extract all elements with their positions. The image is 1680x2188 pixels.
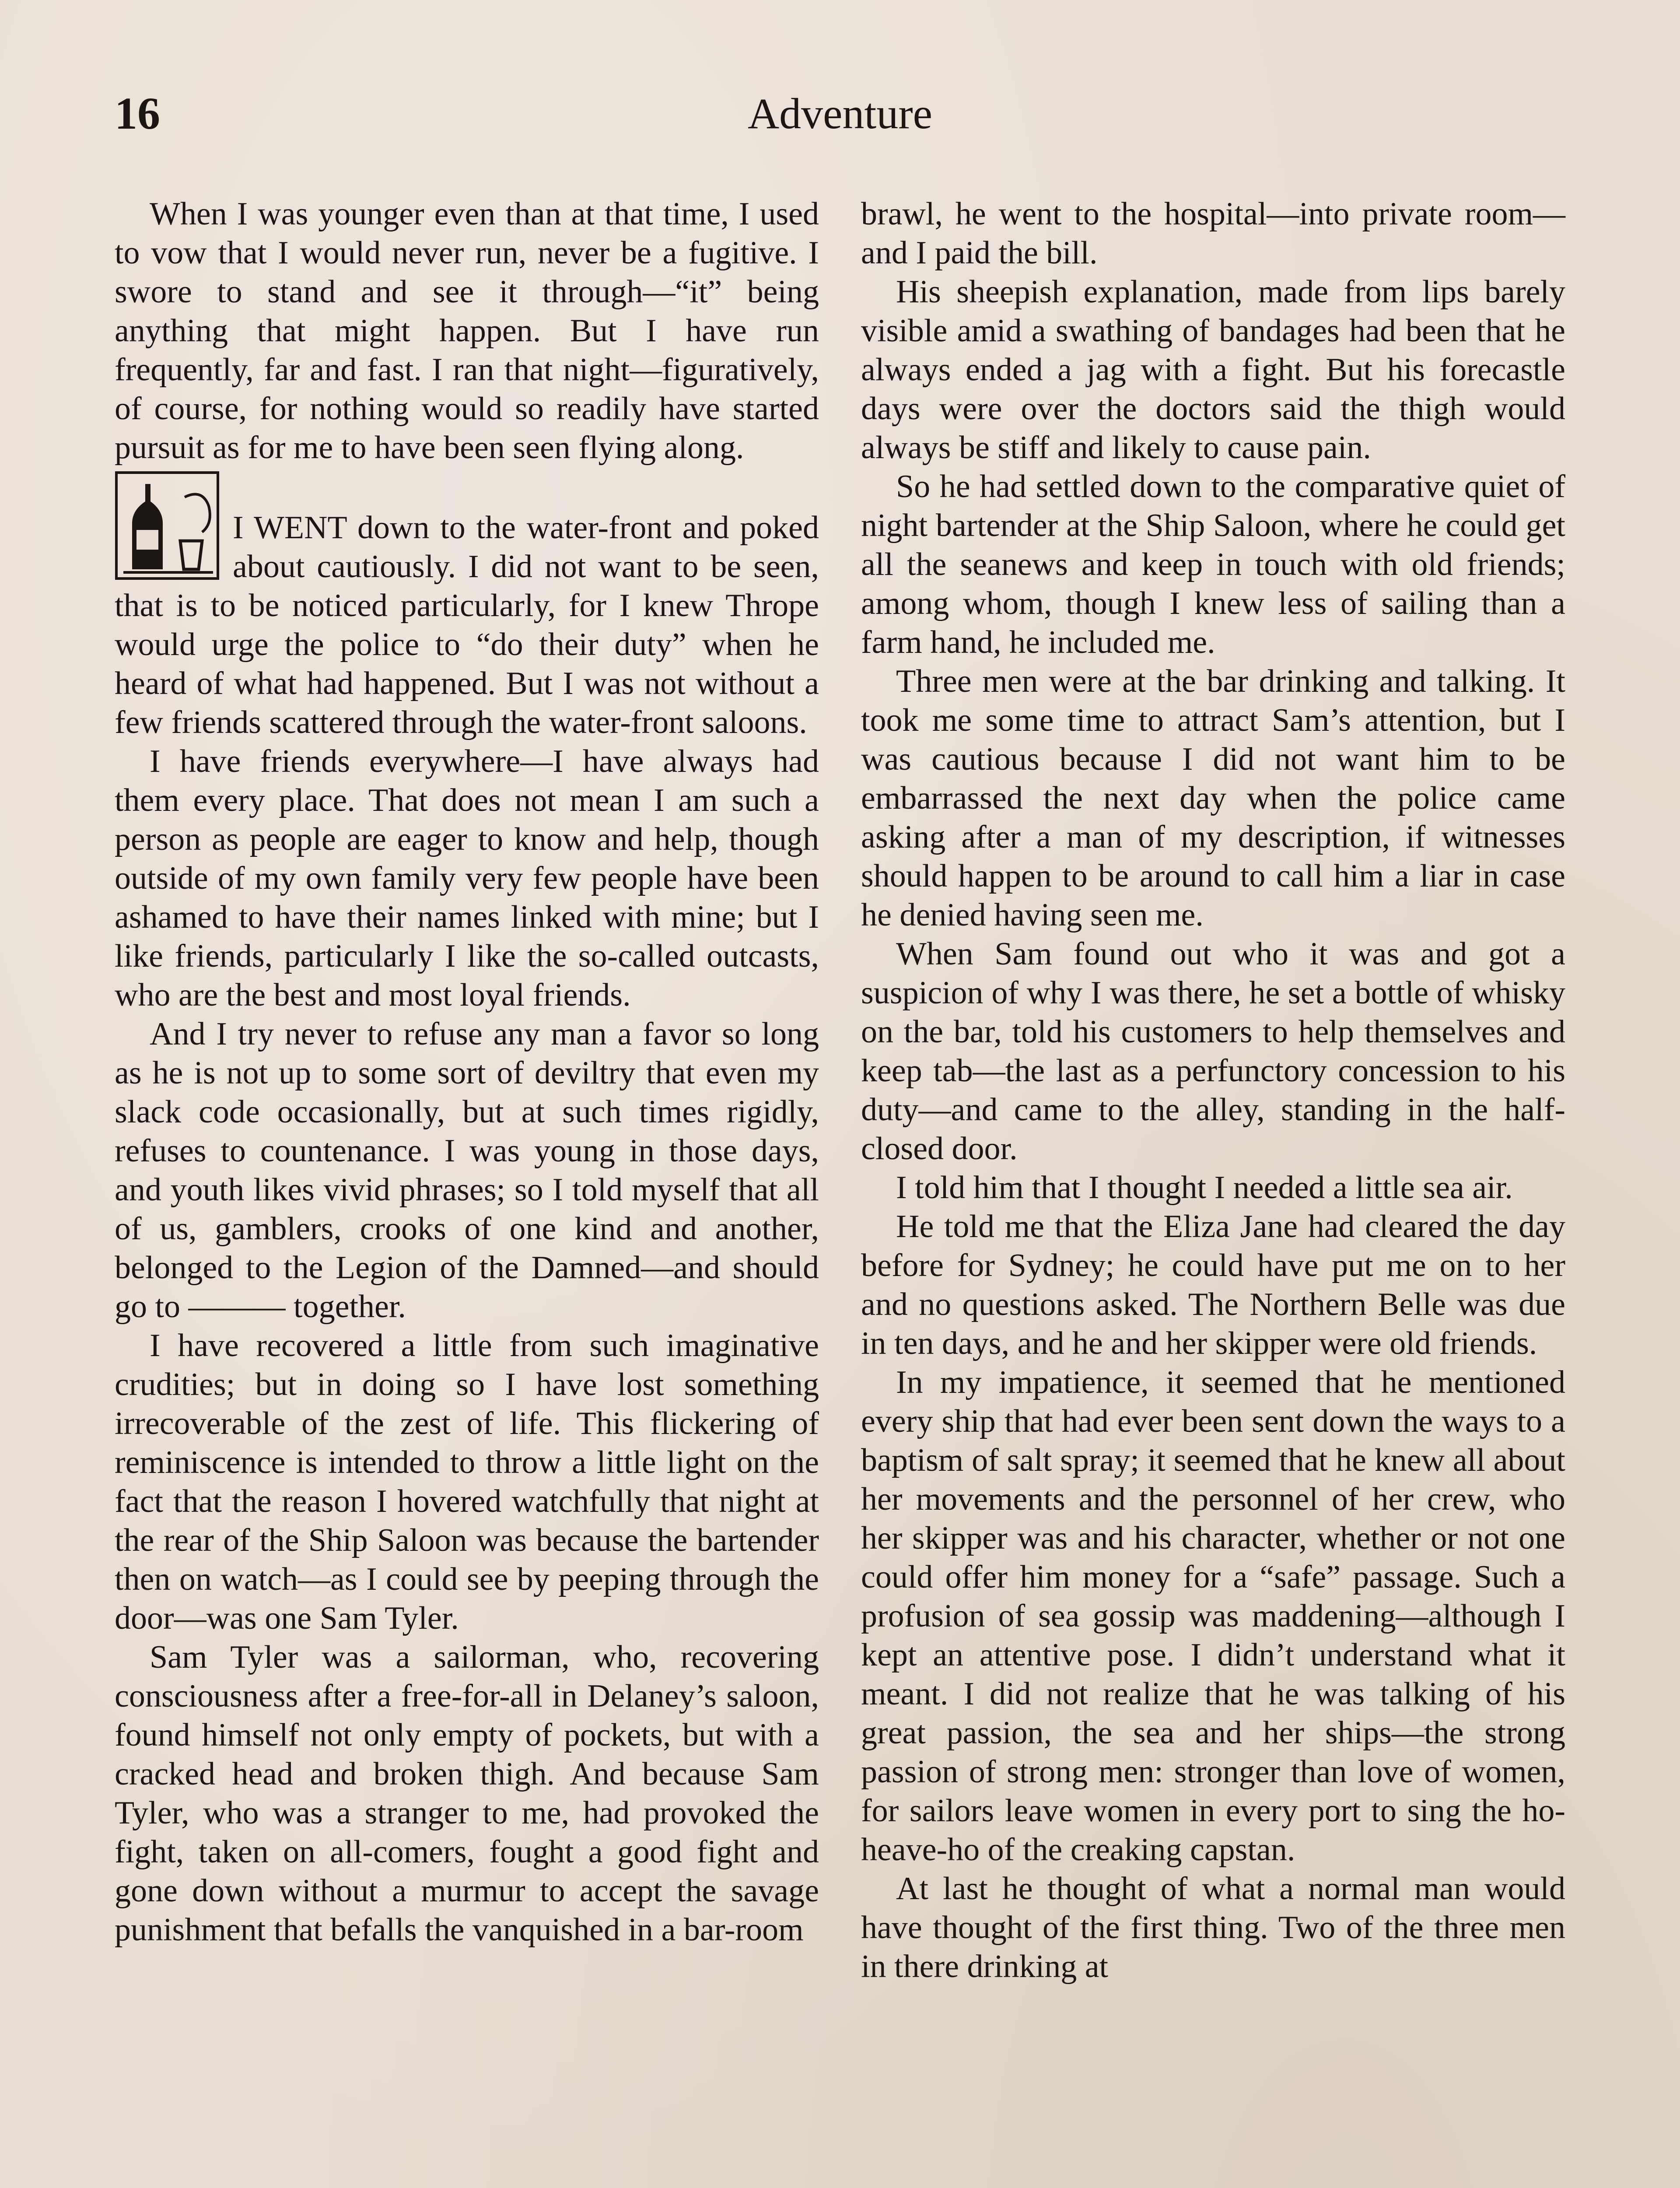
paragraph: Three men were at the bar drinking and talking. It took me some time to attract Sam’s attention, but I was cautious because I did not want him to be embarrassed the next day when the police came asking after a man of my description, if witnesses should happen to be around to call him a liar in case he denied having seen me. [861,663,1565,933]
running-title: Adventure [747,89,933,138]
right-column [861,195,1565,1986]
paragraph: So he had settled down to the comparative quiet of night bartender at the Ship Saloon, where he could get all the seanews and keep in touch with old friends; among whom, though I knew less of sailing than a farm hand, he included me. [861,469,1565,660]
paragraph: He told me that the Eliza Jane had cleared the day before for Sydney; he could have put me on to her and no questions asked. The Northern Belle was due in ten days, and he and her skipper were old friends. [861,1209,1565,1361]
bottle-and-glass-icon [115,471,220,580]
paragraph: I have recovered a little from such imaginative crudities; but in doing so I have lost something irrecoverable of the zest of life. This flickering of reminiscence is intended to throw a little light on the fact that the reason I hovered watchfully that night at the rear of the Ship Saloon was because the bartender then on watch—as I could see by peeping through the door—was one Sam Tyler. [115,1328,819,1636]
paragraph: I have friends everywhere—I have always had them every place. That does not mean I am such a person as people are eager to know and help, though outside of my own family very few people have been ashamed to have their names linked with mine; but I like friends, particularly I like the so-called outcasts, who are the best and most loyal friends. [115,743,819,1013]
paragraph: When Sam found out who it was and got a suspicion of why I was there, he set a bottle of whisky on the bar, told his customers to help themselves and keep tab—the last as a perfunctory concession to his duty—and came to the alley, standing in the half-closed door. [861,936,1565,1167]
paragraph: Sam Tyler was a sailorman, who, recovering consciousness after a free-for-all in Delaney’s saloon, found himself not only empty of pockets, but with a cracked head and broken thigh. And because Sam Tyler, who was a stranger to me, had provoked the fight, taken on all-comers, fought a good fight and gone down without a murmur to accept the savage punishment that befalls the vanquished in a bar-room [115,1639,819,1948]
paragraph: His sheepish explanation, made from lips barely visible amid a swathing of bandages had been that he always ended a jag with a fight. But his forecastle days were over the doctors said the thigh would always be stiff and likely to cause pain. [861,274,1565,466]
paragraph: At last he thought of what a normal man would have thought of the first thing. Two of the three men in there drinking at [861,1871,1565,1985]
paragraph: When I was younger even than at that time, I used to vow that I would never run, never be a fugitive. I swore to stand and see it through—“it” being anything that might happen. But I have run frequently, far and fast. I ran that night—figuratively, of course, for nothing would so readily have started pursuit as for me to have been seen flying along. [115,196,819,466]
paragraph: brawl, he went to the hospital—into private room—and I paid the bill. [861,196,1565,271]
page-number: 16 [115,88,160,139]
paragraph: And I try never to refuse any man a favor so long as he is not up to some sort of deviltry that even my slack code occasionally, but at such times rigidly, refuses to countenance. I was young in those days, and youth likes vivid phrases; so I told myself that all of us, gamblers, crooks of one kind and another, belonged to the Legion of the Damned—and should go to ——— together. [115,1016,819,1325]
paragraph: In my impatience, it seemed that he mentioned every ship that had ever been sent down the ways to a baptism of salt spray; it seemed that he knew all about her movements and the personnel of her crew, who her skipper was and his character, whether or not one could offer him money for a “safe” passage. Such a profusion of sea gossip was maddening—although I kept an attentive pose. I didn’t understand what it meant. I did not realize that he was talking of his great passion, the sea and her ships—the strong passion of strong men: stronger than love of women, for sailors leave women in every port to sing the ho-heave-ho of the creaking capstan. [861,1364,1565,1868]
left-column [115,195,819,1950]
page-header [0,88,1680,140]
paragraph: I told him that I thought I needed a little sea air. [896,1170,1513,1206]
paragraph: I WENT down to the water-front and poked about cautiously. I did not want to be seen, that is to be noticed particularly, for I knew Thrope would urge the police to “do their duty” when he heard of what had happened. But I was not without a few friends scattered through the water-front saloons. [115,510,819,740]
